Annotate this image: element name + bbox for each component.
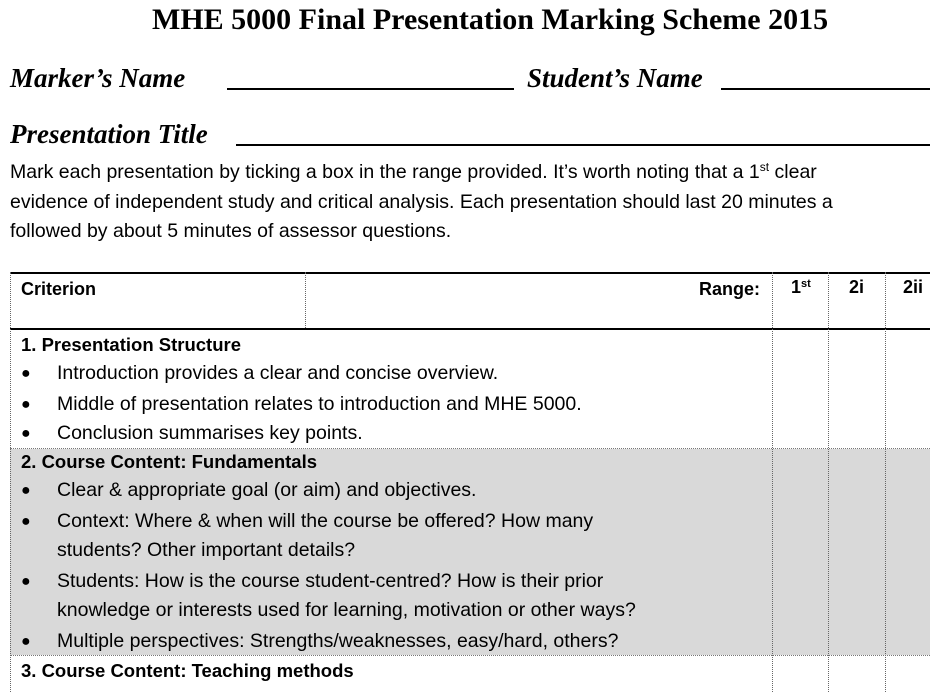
bullet-icon: ● bbox=[21, 396, 31, 413]
range-header: Range: bbox=[699, 279, 761, 299]
presentation-title-label: Presentation Title bbox=[10, 119, 208, 149]
section-title: 1. Presentation Structure bbox=[21, 334, 242, 355]
document-title: MHE 5000 Final Presentation Marking Scheme 2015 bbox=[152, 3, 829, 36]
section-title: 3. Course Content: Teaching methods bbox=[21, 660, 354, 681]
section-title: 2. Course Content: Fundamentals bbox=[21, 451, 318, 472]
grade-header-2i: 2i bbox=[849, 277, 865, 297]
grade-column-divider bbox=[828, 272, 829, 692]
bullet-icon: ● bbox=[21, 482, 31, 499]
table-top-border bbox=[10, 272, 930, 274]
bullet-icon: ● bbox=[21, 513, 31, 530]
grade-header-2ii: 2ii bbox=[903, 277, 924, 297]
instructions-line-3: followed by about 5 minutes of assessor questions. bbox=[10, 220, 452, 242]
bullet-icon: ● bbox=[21, 425, 31, 442]
header-bottom-border bbox=[10, 328, 930, 330]
bullet-icon: ● bbox=[21, 573, 31, 590]
bullet-icon: ● bbox=[21, 365, 31, 382]
bullet-icon: ● bbox=[21, 633, 31, 650]
criterion-header: Criterion bbox=[21, 279, 97, 299]
marking-table: Criterion Range: 1st 2i 2ii 1. Presentation Structure ● Introduction provides a clear and concise overview. ● Middle of presentation relates to introduction and MHE 5000. ● Conclusion summarises key points. 2. Course Content: Fundamentals ● Clear & appropriate goal (or aim) and objectives. ● Context: Where & when will the course be offered? How many students? Other important details? ● Students: How is the course student-centred? How is their prior knowledge or interests used for learning, motivation or other ways? ● Multiple perspectives: Strengths/weaknesses, easy/hard, others? 3. Course Content: Teaching methods bbox=[10, 272, 930, 692]
marker-name-line[interactable] bbox=[227, 88, 514, 90]
presentation-title-line[interactable] bbox=[236, 144, 930, 146]
instructions bbox=[10, 158, 930, 247]
grade-column-divider bbox=[772, 272, 773, 692]
instructions-line-2: evidence of independent study and critical analysis. Each presentation should last 20 minutes a bbox=[10, 190, 833, 213]
table-left-border bbox=[10, 272, 11, 692]
grade-header-first: 1st bbox=[791, 277, 811, 297]
student-name-label: Student’s Name bbox=[527, 63, 703, 93]
instructions-line-1: Mark each presentation by ticking a box in the range provided. It’s worth noting that a 1st clear bbox=[10, 160, 817, 183]
student-name-line[interactable] bbox=[721, 88, 930, 90]
criterion-divider bbox=[305, 272, 306, 328]
marker-name-label: Marker’s Name bbox=[10, 63, 186, 93]
grade-column-divider bbox=[885, 272, 886, 692]
